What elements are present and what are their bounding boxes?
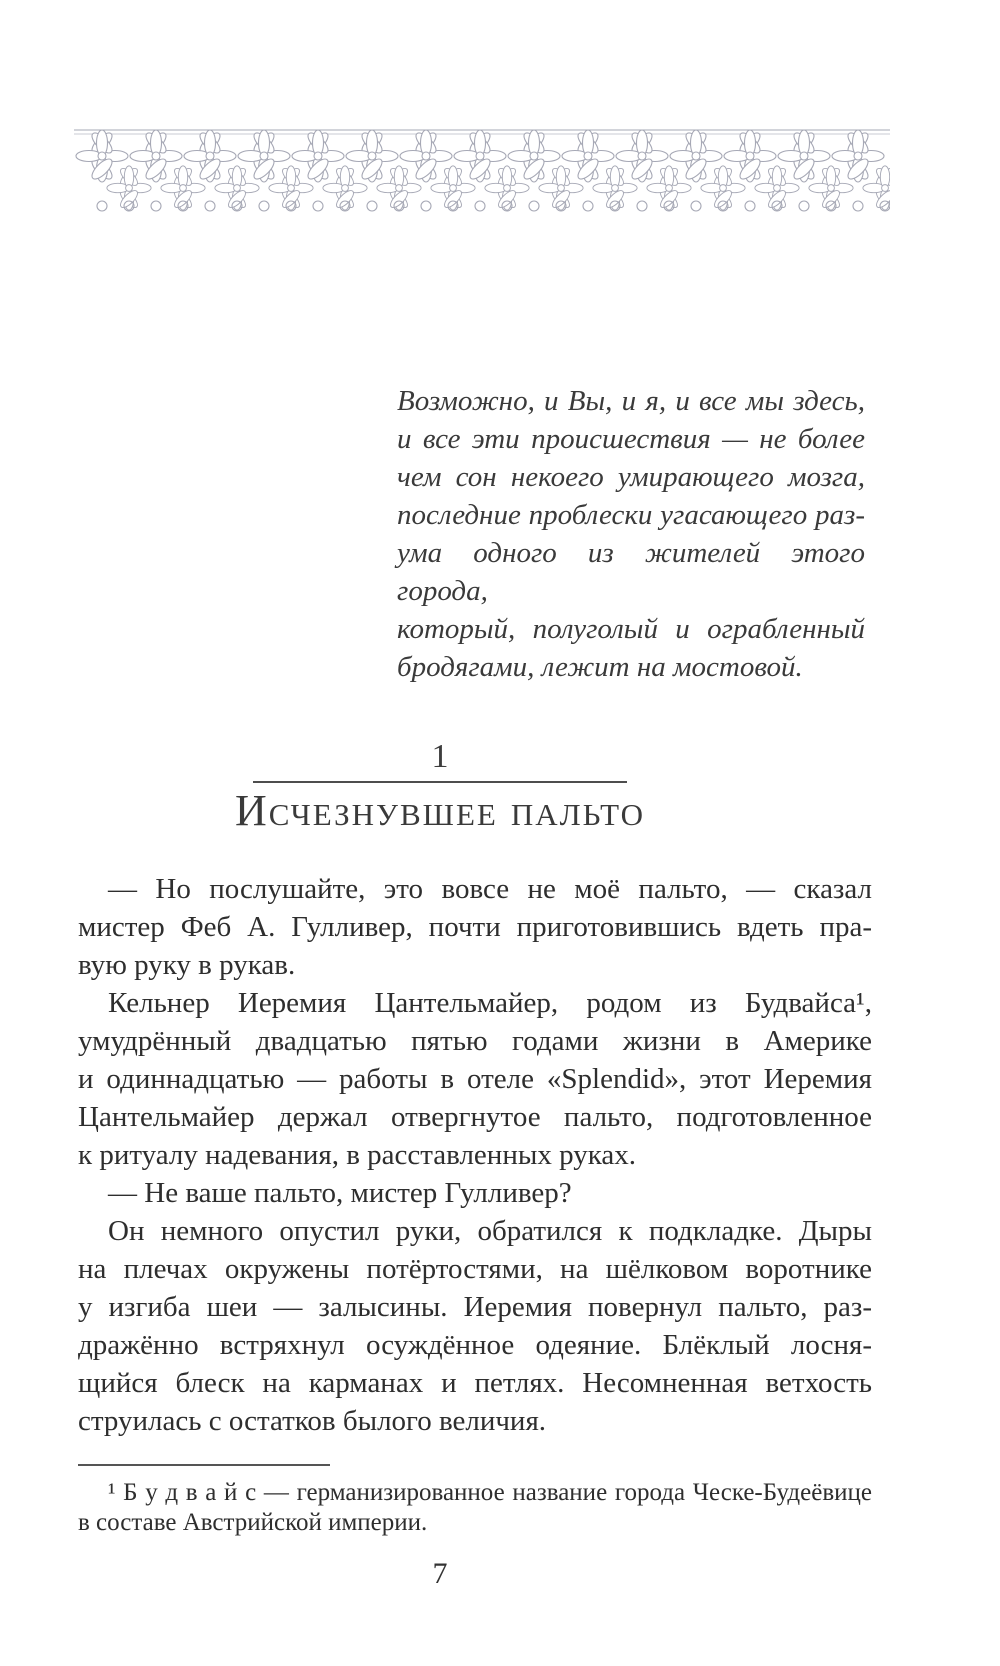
paragraph — [78, 1212, 872, 1440]
paragraph-line: Он немного опустил руки, обратился к подкладке. Дыры — [108, 1215, 872, 1247]
chapter-rule — [253, 781, 627, 783]
paragraph-line: Кельнер Иеремия Цантельмайер, родом из Будвайса¹, — [108, 987, 872, 1019]
paragraph-line: умудрённый двадцатью пятью годами жизни в Америке — [78, 1025, 872, 1057]
paragraph — [78, 1174, 872, 1212]
paragraph-line: вую руку в рукав. — [78, 949, 296, 981]
paragraph-line: мистер Феб А. Гулливер, почти приготовившись вдеть пра- — [78, 911, 872, 943]
epigraph-line: Возможно, и Вы, и я, и все мы здесь, — [397, 385, 865, 417]
body-text — [78, 870, 872, 1440]
paragraph-line: щийся блеск на карманах и петлях. Несомненная ветхость — [78, 1367, 872, 1399]
page-number: 7 — [432, 1557, 448, 1590]
paragraph-line: струилась с остатков былого величия. — [78, 1405, 547, 1437]
footnote-line: ¹ Б у д в а й с — германизированное название города Ческе-Будеёвице — [108, 1479, 872, 1506]
chapter-heading — [0, 737, 880, 837]
paragraph-line: и одиннадцатью — работы в отеле «Splendid», этот Иеремия — [78, 1063, 872, 1095]
footnote-rule — [78, 1464, 330, 1466]
epigraph-line: чем сон некоего умирающего мозга, — [397, 461, 865, 493]
paragraph-line: — Но послушайте, это вовсе не моё пальто, — сказал — [108, 873, 872, 905]
paragraph — [78, 984, 872, 1174]
epigraph-line: и все эти происшествия — не более — [397, 423, 865, 455]
epigraph-line: который, полуголый и ограбленный — [397, 613, 865, 645]
epigraph-line: последние проблески угасающего раз- — [397, 499, 865, 531]
epigraph — [397, 382, 865, 686]
footnote-line: в составе Австрийской империи. — [78, 1509, 428, 1536]
chapter-title: Исчезнувшее пальто — [234, 786, 645, 835]
paragraph-line: Цантельмайер держал отвергнутое пальто, подготовленное — [78, 1101, 872, 1133]
paragraph — [78, 870, 872, 984]
paragraph-line: на плечах окружены потёртостями, на шёлковом воротнике — [78, 1253, 872, 1285]
footnote — [78, 1478, 872, 1538]
epigraph-line: ума одного из жителей этого города, — [397, 537, 865, 607]
chapter-number: 1 — [431, 738, 449, 775]
epigraph-line: бродягами, лежит на мостовой. — [397, 651, 803, 683]
paragraph-line: — Не ваше пальто, мистер Гулливер? — [108, 1177, 572, 1209]
paragraph-line: дражённо встряхнул осуждённое одеяние. Блёклый лосня- — [78, 1329, 872, 1361]
paragraph-line: к ритуалу надевания, в расставленных руках. — [78, 1139, 636, 1171]
paragraph-line: у изгиба шеи — залысины. Иеремия повернул пальто, раз- — [78, 1291, 872, 1323]
floral-lace-ornament-icon — [74, 126, 890, 214]
